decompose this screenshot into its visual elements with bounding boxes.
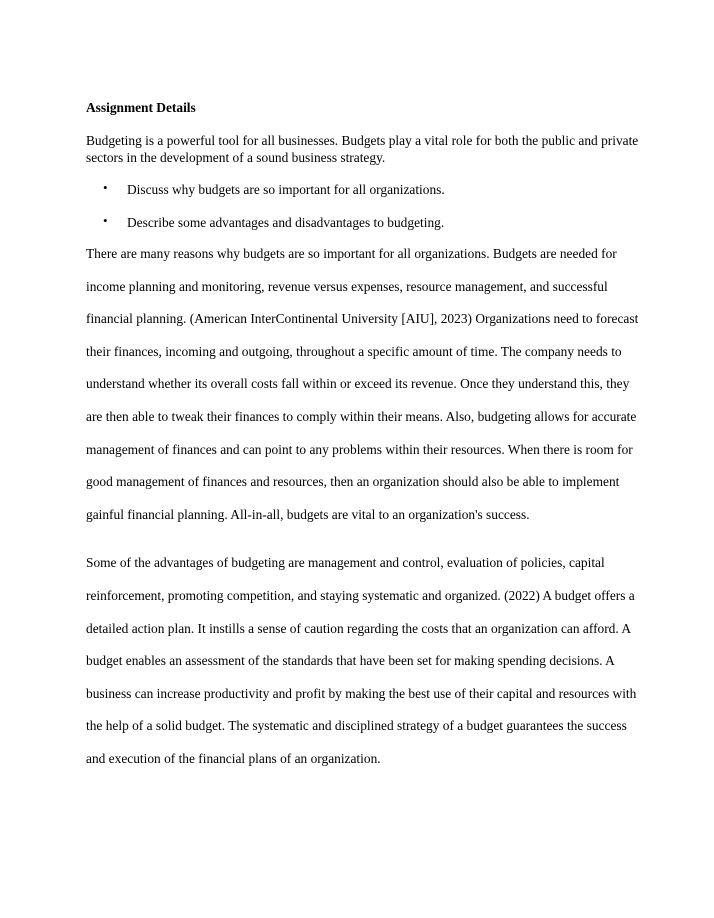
bullet-item [86,181,642,199]
bullet-text: Discuss why budgets are so important for all organizations. [127,182,445,197]
intro-paragraph: Budgeting is a powerful tool for all businesses. Budgets play a vital role for both the public and private sectors in the development of a sound business strategy. [86,133,639,165]
body-paragraph: There are many reasons why budgets are so important for all organizations. Budgets are needed for income planning and monitoring, revenue versus expenses, resource management, and successful financial planning. (American InterContinental University [AIU], 2023) Organizations need to forecast their finances, incoming and outgoing, throughout a specific amount of time. The company needs to understand whether its overall costs fall within or exceed its revenue. Once they understand this, they are then able to tweak their finances to comply within their means. Also, budgeting allows for accurate management of finances and can point to any problems within their resources. When there is room for good management of finances and resources, then an organization should also be able to implement gainful financial planning. All-in-all, budgets are vital to an organization's success. [86,246,639,522]
bullet-icon: • [103,180,108,195]
body-paragraph: Some of the advantages of budgeting are management and control, evaluation of policies, capital reinforcement, promoting competition, and staying systematic and organized. (2022) A budget offers a detailed action plan. It instills a sense of caution regarding the costs that an organization can afford. A budget enables an assessment of the standards that have been set for making spending decisions. A business can increase productivity and profit by making the best use of their capital and resources with the help of a solid budget. The systematic and disciplined strategy of a budget guarantees the success and execution of the financial plans of an organization. [86,555,637,766]
document-body [86,99,642,776]
section-heading: Assignment Details [86,100,196,115]
bullet-item [86,214,642,232]
assignment-bullet-list [86,181,642,232]
bullet-icon: • [103,213,108,228]
bullet-text: Describe some advantages and disadvantages to budgeting. [127,215,445,230]
